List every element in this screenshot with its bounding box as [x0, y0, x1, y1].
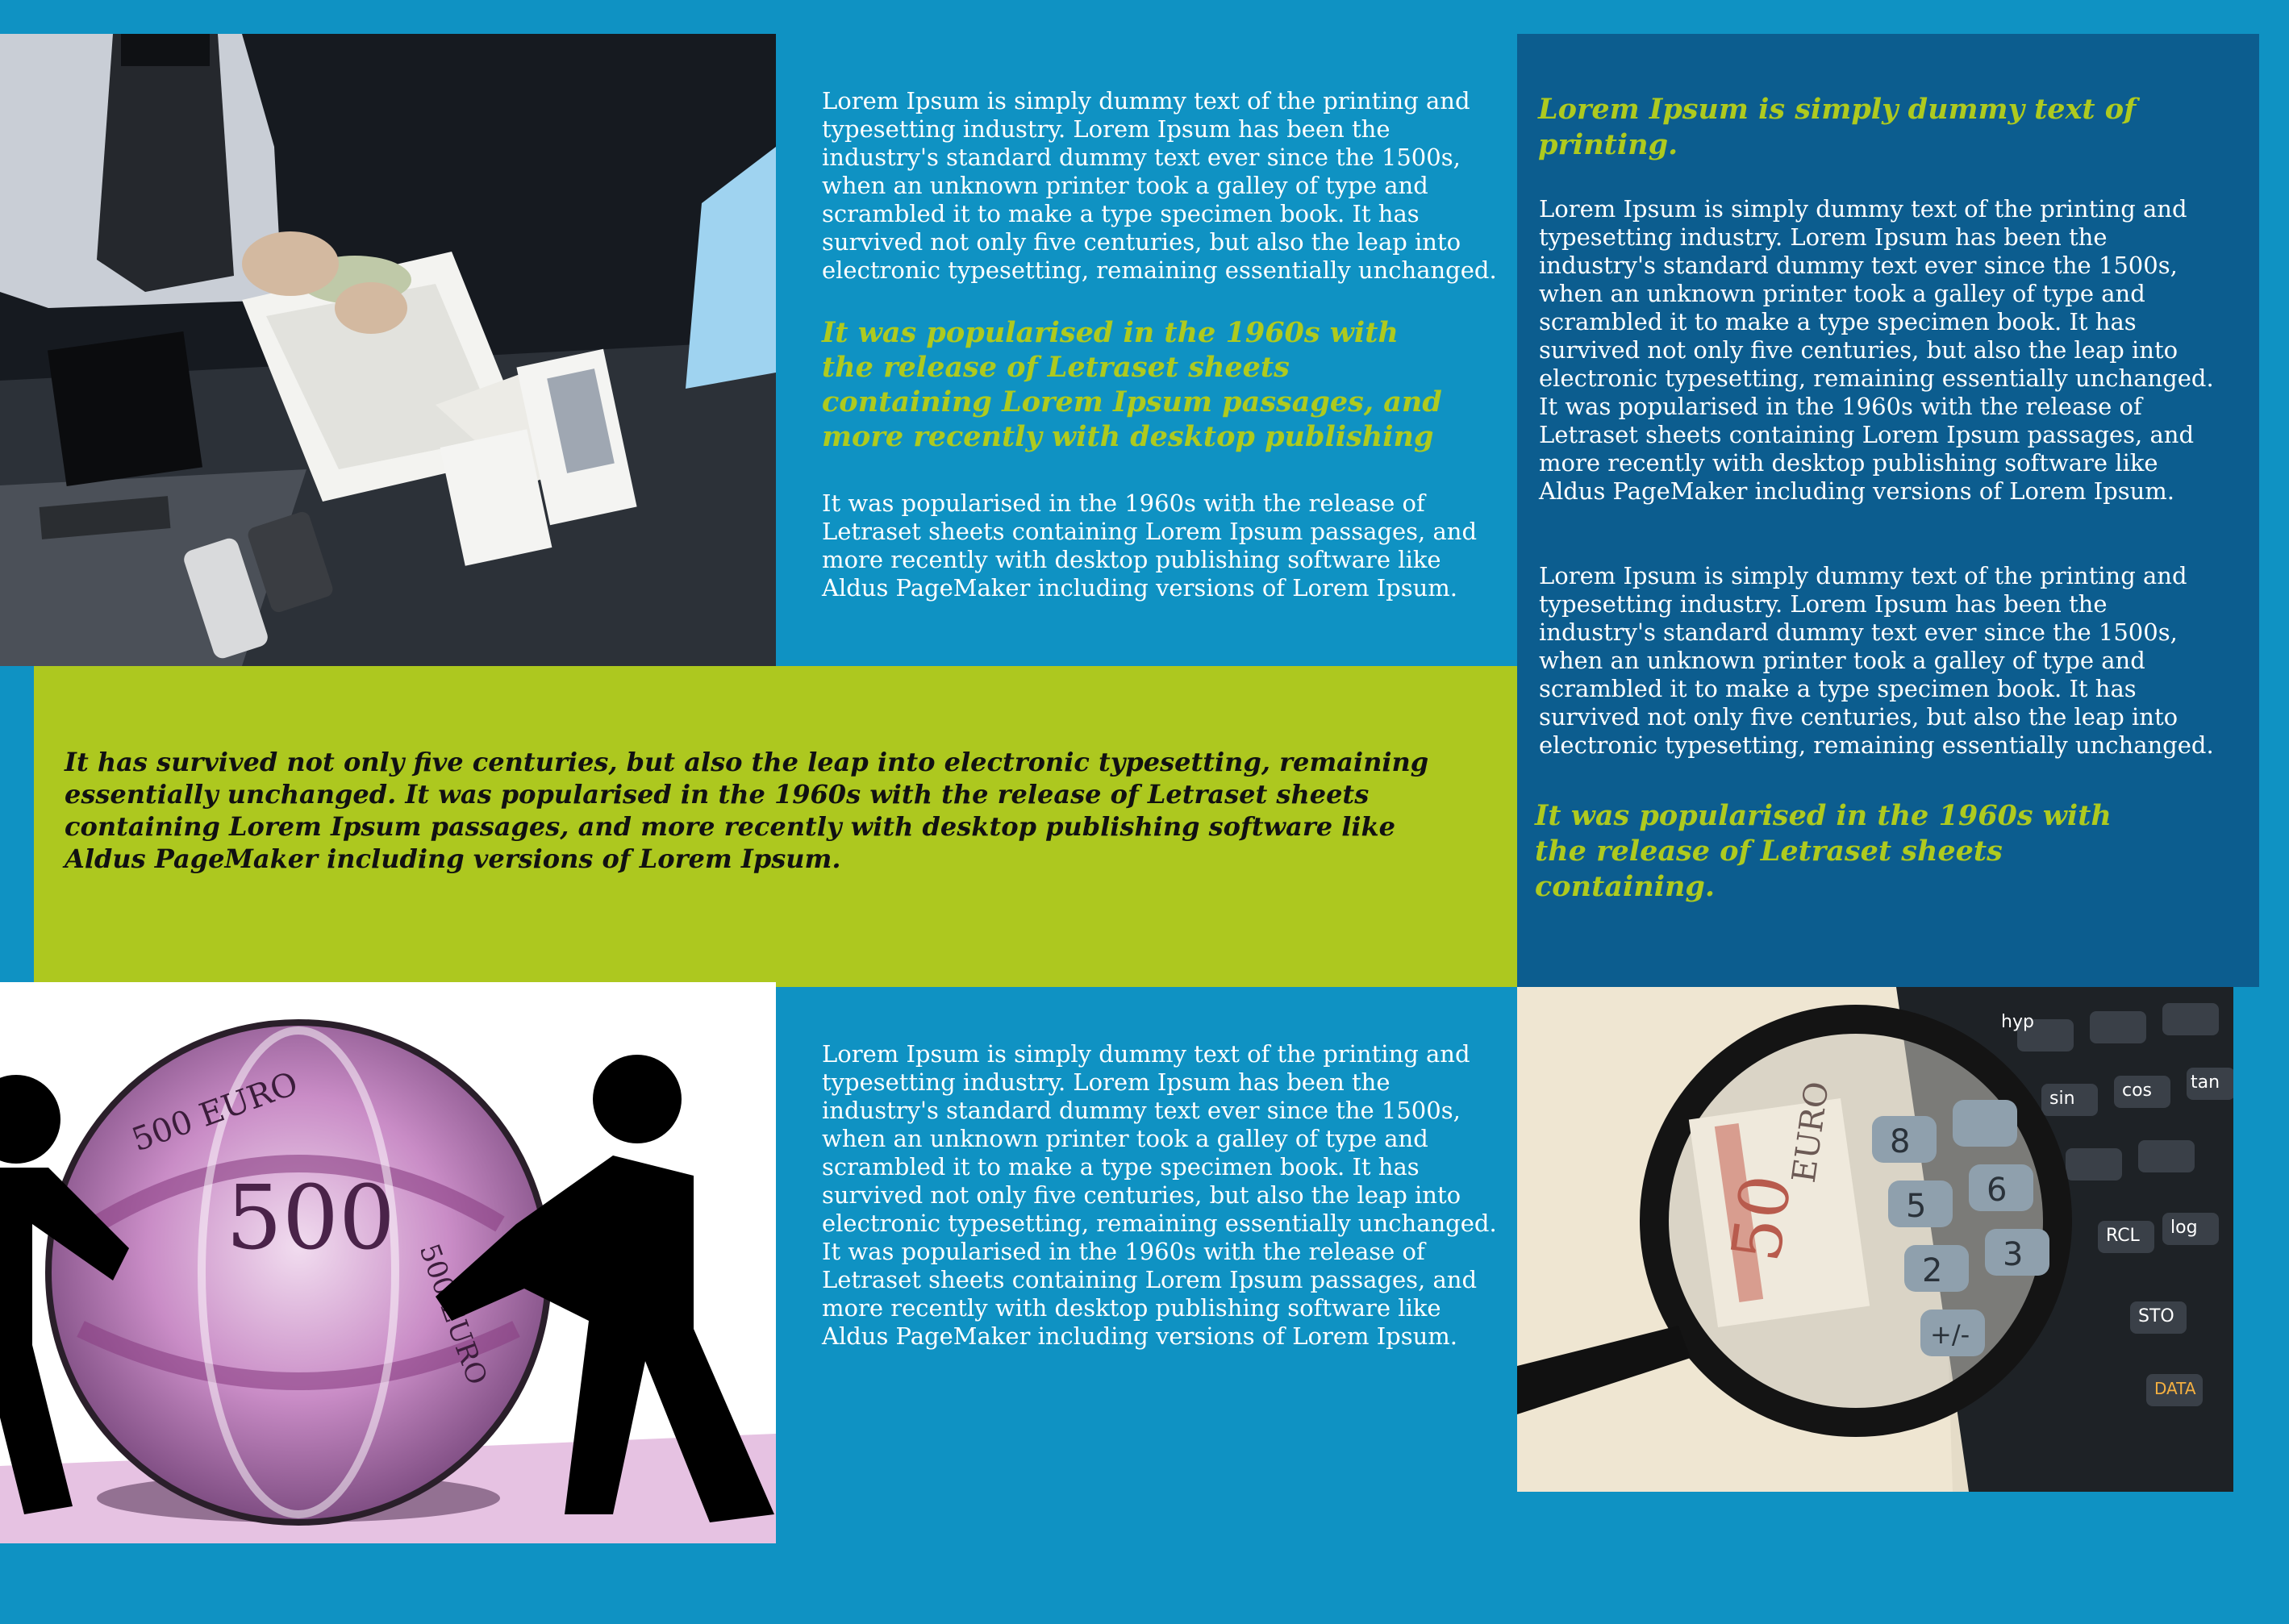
top-middle-paragraph-2: It was popularised in the 1960s with the release of Letraset sheets containing Lorem Ipsum passages, and more recently with desktop publishing software like Aldus PageMaker including versions of Lorem Ipsum. [822, 489, 1478, 602]
right-panel-heading: Lorem Ipsum is simply dummy text of printing. [1538, 93, 2137, 161]
magnifier-calculator-photo [1517, 987, 2233, 1492]
banknote-label-euro: EURO [1785, 1079, 1837, 1185]
right-panel-paragraph-2: Lorem Ipsum is simply dummy text of the printing and typesetting industry. Lorem Ipsum has been the industry's standard dummy text ever since the 1500s, when an unknown printer took a galley of type and scrambled it to make a type specimen book. It has survived not only five centuries, but also the leap into electronic typesetting, remaining essentially unchanged. [1539, 562, 2214, 759]
calc-key-6: 6 [1987, 1172, 2008, 1209]
magnifier-calculator-art [1517, 987, 2233, 1492]
right-panel-paragraph-1: Lorem Ipsum is simply dummy text of the printing and typesetting industry. Lorem Ipsum has been the industry's standard dummy text ever since the 1500s, when an unknown printer took a galley of type and scrambled it to make a type specimen book. It has survived not only five centuries, but also the leap into electronic typesetting, remaining essentially unchanged. It was popularised in the 1960s with the release of Letraset sheets containing Lorem Ipsum passages, and more recently with desktop publishing software like Aldus PageMaker including versions of Lorem Ipsum. [1539, 195, 2214, 505]
bottom-middle-column [822, 1040, 1499, 1351]
businessman-photo [0, 34, 776, 666]
calc-key-2: 2 [1922, 1252, 1943, 1289]
calc-label-sto: STO [2138, 1306, 2174, 1326]
calc-key-5: 5 [1906, 1188, 1927, 1225]
calc-label-tan: tan [2191, 1072, 2220, 1093]
top-middle-paragraph-1: Lorem Ipsum is simply dummy text of the printing and typesetting industry. Lorem Ipsum has been the industry's standard dummy text ever since the 1500s, when an unknown printer took a galley of type and scrambled it to make a type specimen book. It has survived not only five centuries, but also the leap into electronic typesetting, remaining essentially unchanged. [822, 87, 1497, 284]
right-panel-column [1535, 92, 2229, 905]
right-panel-closing-highlight: It was popularised in the 1960s with the release of Letraset sheets containing. [1535, 799, 2112, 903]
banknote-label-50: 50 [1716, 1170, 1807, 1267]
calc-label-log: log [2170, 1218, 2198, 1238]
globe-label-500: 500 [226, 1166, 395, 1269]
globe-label-euro-side: 500 EURO [412, 1239, 494, 1389]
calc-label-data: DATA [2154, 1379, 2196, 1398]
band-quote-text: It has survived not only five centuries, but also the leap into electronic typesetting, remaining essentially unchanged. It was popularised in the 1960s with the release of Letraset sheets containing Lorem Ipsum passages, and more recently with desktop publishing software like Aldus PageMaker including versions of Lorem Ipsum. [65, 747, 1429, 874]
bottom-middle-paragraph: Lorem Ipsum is simply dummy text of the printing and typesetting industry. Lorem Ipsum has been the industry's standard dummy text ever since the 1500s, when an unknown printer took a galley of type and scrambled it to make a type specimen book. It has survived not only five centuries, but also the leap into electronic typesetting, remaining essentially unchanged. It was popularised in the 1960s with the release of Letraset sheets containing Lorem Ipsum passages, and more recently with desktop publishing software like Aldus PageMaker including versions of Lorem Ipsum. [822, 1040, 1497, 1350]
calc-label-sin: sin [2049, 1089, 2075, 1109]
euro-globe-illustration [0, 982, 776, 1543]
calc-key-3: 3 [2003, 1236, 2024, 1273]
top-middle-column [822, 87, 1499, 602]
calc-label-hyp: hyp [2001, 1012, 2034, 1032]
top-middle-highlight: It was popularised in the 1960s with the release of Letraset sheets containing Lorem Ipsum passages, and more recently with desktop publishing [822, 316, 1442, 453]
calc-key-8: 8 [1890, 1123, 1911, 1160]
globe-label-euro: 500 EURO [127, 1064, 303, 1160]
euro-globe-art [0, 982, 776, 1543]
calc-label-rcl: RCL [2106, 1226, 2140, 1246]
businessman-photo-art [0, 34, 776, 666]
calc-label-cos: cos [2122, 1081, 2153, 1101]
calc-key-plus-minus: +/- [1930, 1319, 1970, 1350]
